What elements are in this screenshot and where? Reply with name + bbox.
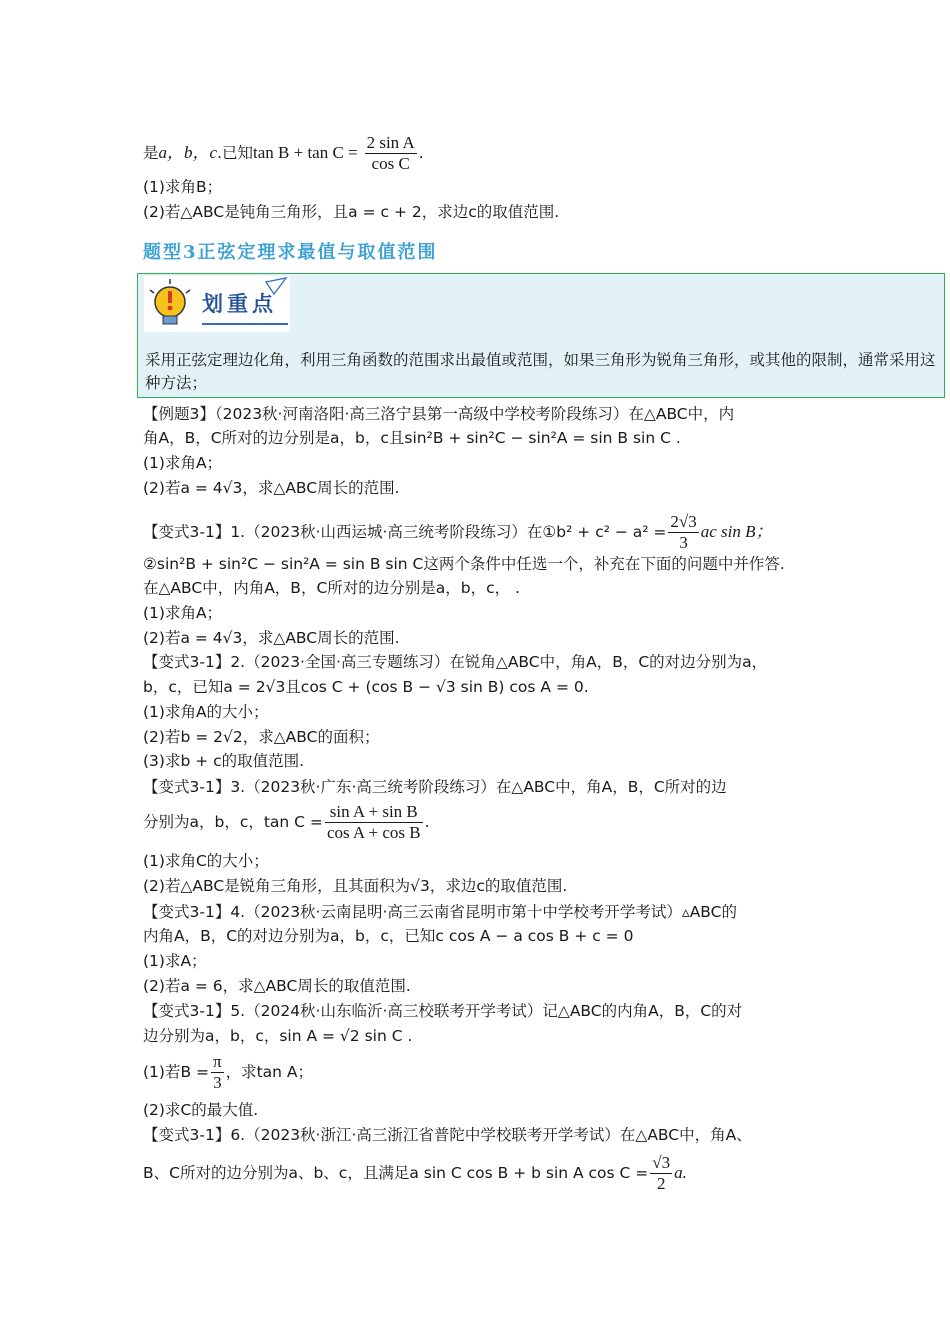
variant4-question-2: (2)若a = 6，求△ABC周长的取值范围. bbox=[143, 977, 411, 995]
variant4-question-1: (1)求A； bbox=[143, 952, 207, 970]
fraction-numerator: 2 sin A bbox=[366, 133, 415, 152]
example3-question-2: (2)若a = 4√3，求△ABC周长的范围. bbox=[143, 479, 400, 497]
variant6-line2-text: B、C所对的边分别为a、b、c，且满足a sin C cos B + b sin A cos C = bbox=[143, 1164, 649, 1182]
variant2-question-3: (3)求b + c的取值范围. bbox=[143, 752, 305, 770]
fraction-numerator: sin A + sin B bbox=[325, 802, 423, 823]
variant3-line1: 【变式3-1】3.（2023秋·广东·高三统考阶段练习）在△ABC中，角A，B，C所对的边 bbox=[143, 778, 727, 796]
fraction-numerator: 2√3 bbox=[670, 512, 697, 531]
prev-question-2: (2)若△ABC是钝角三角形，且a = c + 2，求边c的取值范围. bbox=[143, 203, 560, 221]
variant6-line2 bbox=[143, 1153, 687, 1194]
example3-question-1: (1)求角A； bbox=[143, 454, 223, 472]
prev-question-1: (1)求角B； bbox=[143, 178, 223, 196]
variant2-line2: b，c，已知a = 2√3且cos C + (cos B − √3 sin B) cos A = 0. bbox=[143, 678, 589, 696]
variant1-line1 bbox=[143, 512, 773, 553]
variant2-line1: 【变式3-1】2.（2023·全国·高三专题练习）在锐角△ABC中，角A，B，C的对边分别为a， bbox=[143, 653, 768, 671]
fraction bbox=[365, 133, 417, 174]
key-point-text: 采用正弦定理边化角，利用三角函数的范围求出最值或范围，如果三角形为锐角三角形，或其他的限制，通常采用这种方法； bbox=[145, 351, 936, 392]
variant4-line2: 内角A，B，C的对边分别为a，b，c，已知c cos A − a cos B + c = 0 bbox=[143, 927, 634, 945]
variant5-q1-text: (1)若B = bbox=[143, 1063, 210, 1081]
variant1-question-2: (2)若a = 4√3，求△ABC周长的范围. bbox=[143, 629, 400, 647]
text-prefix: 是 bbox=[143, 144, 159, 162]
variant3-line2-text: 分别为a，b，c，tan C = bbox=[143, 813, 323, 831]
period: . bbox=[424, 813, 430, 831]
variant1-line2: ②sin²B + sin²C − sin²A = sin B sin C这两个条件中任选一个，补充在下面的问题中并作答. bbox=[143, 555, 785, 573]
variant6-line1: 【变式3-1】6.（2023秋·浙江·高三浙江省普陀中学校联考开学考试）在△ABC中，角A、 bbox=[143, 1126, 752, 1144]
example3-line1: 【例题3】（2023秋·河南洛阳·高三洛宁县第一高级中学校考阶段练习）在△ABC中，内 bbox=[143, 405, 735, 423]
variant3-question-2: (2)若△ABC是锐角三角形，且其面积为√3，求边c的取值范围. bbox=[143, 877, 568, 895]
variant1-question-1: (1)求角A； bbox=[143, 604, 223, 622]
fraction bbox=[325, 802, 423, 843]
period: . bbox=[418, 144, 424, 162]
eq-lhs: tan B + tan C = bbox=[253, 143, 358, 162]
example3-line2: 角A，B，C所对的边分别是a，b，c且sin²B + sin²C − sin²A = sin B sin C . bbox=[143, 429, 681, 447]
variant3-line2 bbox=[143, 802, 430, 843]
fraction bbox=[668, 512, 698, 553]
variant1-line1-tail: ac sin B； bbox=[700, 522, 773, 541]
variant5-q1-tail: ，求tan A； bbox=[225, 1063, 314, 1081]
variant5-line2: 边分别为a，b，c，sin A = √2 sin C . bbox=[143, 1027, 413, 1045]
variant1-line1-text: 【变式3-1】1.（2023秋·山西运城·高三统考阶段练习）在①b² + c² − a² = bbox=[143, 523, 667, 541]
fraction-denominator: 3 bbox=[679, 533, 688, 552]
variant2-question-2: (2)若b = 2√2，求△ABC的面积； bbox=[143, 728, 380, 746]
variant1-line3: 在△ABC中，内角A，B，C所对的边分别是a，b，c， . bbox=[143, 579, 520, 597]
fraction bbox=[211, 1052, 224, 1093]
known-text: .已知 bbox=[217, 144, 253, 162]
fraction-denominator: cos A + cos B bbox=[326, 823, 421, 842]
prev-problem-line bbox=[143, 133, 424, 174]
variant5-question-1 bbox=[143, 1052, 313, 1093]
variant5-line1: 【变式3-1】5.（2024秋·山东临沂·高三校联考开学考试）记△ABC的内角A，B，C的对 bbox=[143, 1002, 743, 1020]
fraction-denominator: cos C bbox=[371, 154, 410, 173]
fraction bbox=[650, 1153, 672, 1194]
sides-text: a，b，c bbox=[158, 143, 218, 162]
fraction-numerator: √3 bbox=[652, 1153, 671, 1172]
badge-label: 划重点 bbox=[202, 292, 277, 316]
variant2-question-1: (1)求角A的大小； bbox=[143, 703, 269, 721]
variant4-line1: 【变式3-1】4.（2023秋·云南昆明·高三云南省昆明市第十中学校考开学考试）▵ABC的 bbox=[143, 903, 737, 921]
variant6-line2-tail: a. bbox=[674, 1163, 687, 1182]
variant3-question-1: (1)求角C的大小； bbox=[143, 852, 269, 870]
fraction-denominator: 3 bbox=[213, 1073, 222, 1092]
section-heading: 题型3正弦定理求最值与取值范围 bbox=[143, 242, 438, 263]
key-point-box bbox=[137, 273, 945, 398]
variant5-question-2: (2)求C的最大值. bbox=[143, 1101, 259, 1119]
fraction-numerator: π bbox=[213, 1052, 222, 1071]
key-point-badge bbox=[144, 276, 290, 332]
fraction-denominator: 2 bbox=[656, 1174, 666, 1193]
